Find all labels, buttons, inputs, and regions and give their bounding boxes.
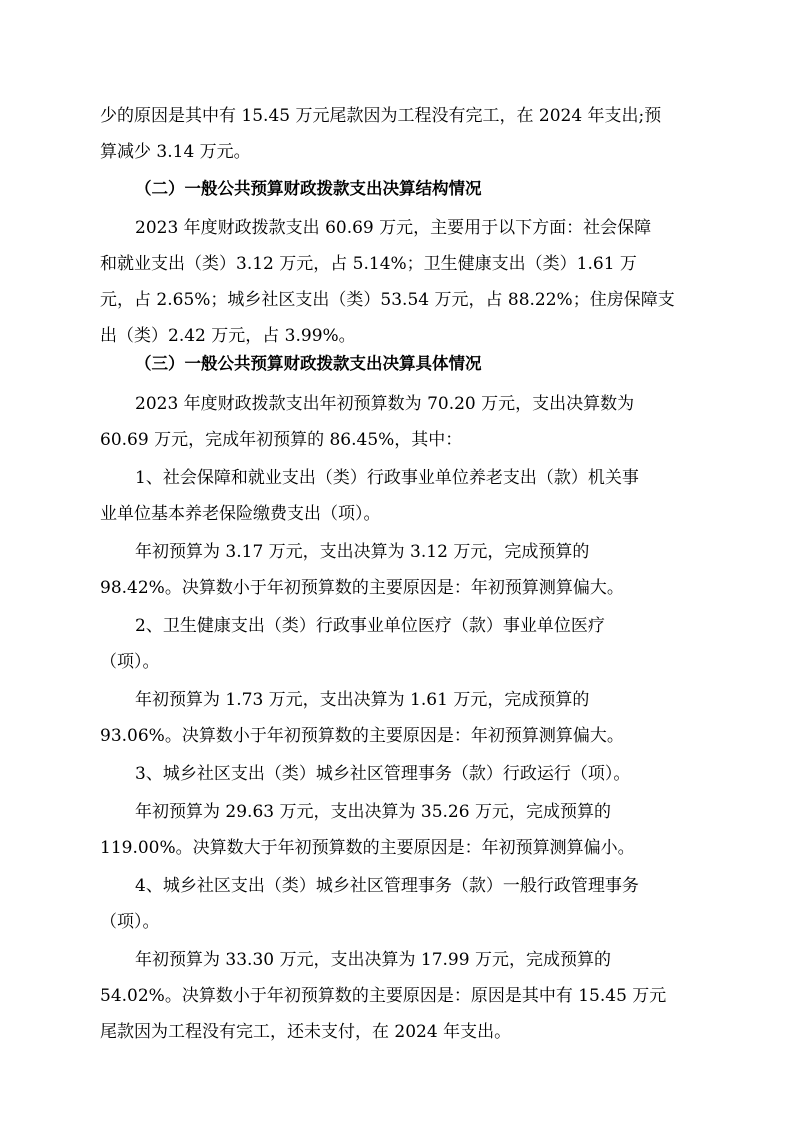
paragraph-line: 年初预算为 3.17 万元，支出决算为 3.12 万元，完成预算的 xyxy=(135,542,590,562)
section-heading-2: （二）一般公共预算财政拨款支出决算结构情况 xyxy=(135,179,482,198)
paragraph-line: 元，占 2.65%；城乡社区支出（类）53.54 万元，占 88.22%；住房保障支 xyxy=(100,290,675,310)
paragraph-line: 业单位基本养老保险缴费支出（项）。 xyxy=(100,504,381,524)
paragraph-line: （项）。 xyxy=(100,652,160,672)
list-item-3: 3、城乡社区支出（类）城乡社区管理事务（款）行政运行（项）。 xyxy=(135,764,631,784)
paragraph-line: 年初预算为 1.73 万元，支出决算为 1.61 万元，完成预算的 xyxy=(135,690,590,710)
paragraph-line: 年初预算为 33.30 万元，支出决算为 17.99 万元，完成预算的 xyxy=(135,950,611,970)
paragraph-line: 93.06%。决算数小于年初预算数的主要原因是：年初预算测算偏大。 xyxy=(100,726,624,746)
paragraph-line: 2023 年度财政拨款支出年初预算数为 70.20 万元，支出决算数为 xyxy=(135,394,635,414)
paragraph-line: 少的原因是其中有 15.45 万元尾款因为工程没有完工，在 2024 年支出;预 xyxy=(100,106,662,126)
paragraph-line: 出（类）2.42 万元，占 3.99%。 xyxy=(100,326,356,346)
paragraph-line: 尾款因为工程没有完工，还未支付，在 2024 年支出。 xyxy=(100,1022,512,1042)
paragraph-line: （项）。 xyxy=(100,912,160,932)
section-heading-3: （三）一般公共预算财政拨款支出决算具体情况 xyxy=(135,354,482,373)
paragraph-line: 2023 年度财政拨款支出 60.69 万元，主要用于以下方面：社会保障 xyxy=(135,218,652,238)
paragraph-line: 98.42%。决算数小于年初预算数的主要原因是：年初预算测算偏大。 xyxy=(100,578,624,598)
paragraph-line: 54.02%。决算数小于年初预算数的主要原因是：原因是其中有 15.45 万元 xyxy=(100,986,667,1006)
list-item-4: 4、城乡社区支出（类）城乡社区管理事务（款）一般行政管理事务 xyxy=(135,876,639,896)
paragraph-line: 年初预算为 29.63 万元，支出决算为 35.26 万元，完成预算的 xyxy=(135,802,611,822)
paragraph-line: 和就业支出（类）3.12 万元，占 5.14%；卫生健康支出（类）1.61 万 xyxy=(100,254,637,274)
paragraph-line: 119.00%。决算数大于年初预算数的主要原因是：年初预算测算偏小。 xyxy=(100,838,635,858)
list-item-1: 1、社会保障和就业支出（类）行政事业单位养老支出（款）机关事 xyxy=(135,468,639,488)
paragraph-line: 算减少 3.14 万元。 xyxy=(100,142,251,162)
paragraph-line: 60.69 万元，完成年初预算的 86.45%，其中： xyxy=(100,430,463,450)
list-item-2: 2、卫生健康支出（类）行政事业单位医疗（款）事业单位医疗 xyxy=(135,616,605,636)
